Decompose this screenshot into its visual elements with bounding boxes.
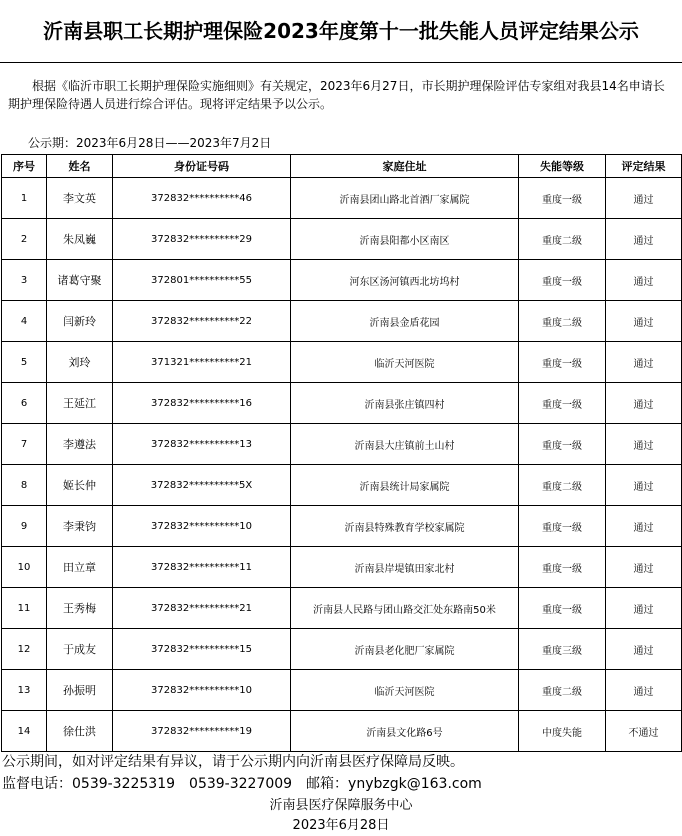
cell-name: 于成友 [47, 629, 113, 670]
cell-index: 3 [2, 260, 47, 301]
cell-result: 通过 [606, 506, 682, 547]
cell-name: 李文英 [47, 178, 113, 219]
cell-id-number: 372832**********21 [113, 588, 291, 629]
cell-address: 沂南县特殊教育学校家属院 [291, 506, 519, 547]
cell-index: 10 [2, 547, 47, 588]
table-row [2, 670, 682, 711]
cell-index: 12 [2, 629, 47, 670]
header-disability-level: 失能等级 [519, 155, 606, 178]
cell-id-number: 372832**********11 [113, 547, 291, 588]
table-row [2, 260, 682, 301]
cell-name: 李遵法 [47, 424, 113, 465]
cell-result: 通过 [606, 342, 682, 383]
cell-result: 通过 [606, 424, 682, 465]
cell-name: 闫新玲 [47, 301, 113, 342]
page-title: 沂南县职工长期护理保险2023年度第十一批失能人员评定结果公示 [43, 19, 639, 43]
cell-result: 通过 [606, 383, 682, 424]
table-row [2, 506, 682, 547]
table-row [2, 424, 682, 465]
header-index: 序号 [2, 155, 47, 178]
cell-index: 9 [2, 506, 47, 547]
cell-id-number: 372832**********29 [113, 219, 291, 260]
cell-result: 不通过 [606, 711, 682, 752]
table-row [2, 301, 682, 342]
cell-result: 通过 [606, 465, 682, 506]
cell-result: 通过 [606, 301, 682, 342]
cell-name: 姬长仲 [47, 465, 113, 506]
cell-address: 沂南县团山路北首酒厂家属院 [291, 178, 519, 219]
cell-id-number: 372801**********55 [113, 260, 291, 301]
cell-disability-level: 中度失能 [519, 711, 606, 752]
cell-name: 王延江 [47, 383, 113, 424]
results-table [1, 154, 682, 752]
table-body [2, 178, 682, 752]
cell-address: 沂南县金盾花园 [291, 301, 519, 342]
cell-name: 徐仕洪 [47, 711, 113, 752]
cell-name: 诸葛守聚 [47, 260, 113, 301]
cell-name: 王秀梅 [47, 588, 113, 629]
cell-id-number: 372832**********16 [113, 383, 291, 424]
cell-name: 田立章 [47, 547, 113, 588]
cell-result: 通过 [606, 178, 682, 219]
cell-address: 临沂天河医院 [291, 342, 519, 383]
table-row [2, 342, 682, 383]
objection-notice: 公示期间，如对评定结果有异议，请于公示期内向沂南县医疗保障局反映。 [2, 754, 464, 770]
table-row [2, 547, 682, 588]
cell-address: 沂南县统计局家属院 [291, 465, 519, 506]
cell-name: 刘玲 [47, 342, 113, 383]
cell-result: 通过 [606, 670, 682, 711]
issuing-organization: 沂南县医疗保障服务中心 [269, 798, 413, 813]
cell-index: 7 [2, 424, 47, 465]
cell-id-number: 372832**********19 [113, 711, 291, 752]
cell-disability-level: 重度一级 [519, 506, 606, 547]
cell-address: 沂南县阳都小区南区 [291, 219, 519, 260]
header-name: 姓名 [47, 155, 113, 178]
contact-info: 监督电话：0539-3225319 0539-3227009 邮箱：ynybzgk@163.com [2, 776, 482, 792]
cell-address: 临沂天河医院 [291, 670, 519, 711]
cell-disability-level: 重度二级 [519, 670, 606, 711]
cell-disability-level: 重度三级 [519, 629, 606, 670]
cell-name: 孙振明 [47, 670, 113, 711]
issue-date: 2023年6月28日 [292, 818, 390, 833]
cell-disability-level: 重度一级 [519, 424, 606, 465]
cell-result: 通过 [606, 588, 682, 629]
cell-address: 沂南县人民路与团山路交汇处东路南50米 [291, 588, 519, 629]
cell-disability-level: 重度二级 [519, 219, 606, 260]
cell-id-number: 372832**********10 [113, 670, 291, 711]
cell-disability-level: 重度一级 [519, 260, 606, 301]
cell-index: 14 [2, 711, 47, 752]
cell-id-number: 372832**********10 [113, 506, 291, 547]
table-header-row [2, 155, 682, 178]
table-row [2, 383, 682, 424]
cell-disability-level: 重度一级 [519, 588, 606, 629]
cell-address: 沂南县张庄镇四村 [291, 383, 519, 424]
cell-result: 通过 [606, 219, 682, 260]
cell-address: 沂南县岸堤镇田家北村 [291, 547, 519, 588]
cell-index: 1 [2, 178, 47, 219]
cell-disability-level: 重度一级 [519, 178, 606, 219]
table-row [2, 588, 682, 629]
cell-address: 河东区汤河镇西北坊坞村 [291, 260, 519, 301]
cell-index: 4 [2, 301, 47, 342]
cell-index: 6 [2, 383, 47, 424]
cell-id-number: 372832**********22 [113, 301, 291, 342]
cell-index: 2 [2, 219, 47, 260]
cell-id-number: 372832**********15 [113, 629, 291, 670]
header-result: 评定结果 [606, 155, 682, 178]
cell-address: 沂南县老化肥厂家属院 [291, 629, 519, 670]
cell-index: 13 [2, 670, 47, 711]
cell-id-number: 371321**********21 [113, 342, 291, 383]
table-row [2, 711, 682, 752]
intro-paragraph: 根据《临沂市职工长期护理保险实施细则》有关规定，2023年6月27日，市长期护理保险评估专家组对我县14名申请长期护理保险待遇人员进行综合评估。现将评定结果予以公示。 [0, 62, 682, 132]
cell-id-number: 372832**********5X [113, 465, 291, 506]
cell-disability-level: 重度一级 [519, 547, 606, 588]
publicity-period: 公示期：2023年6月28日——2023年7月2日 [28, 136, 272, 150]
cell-id-number: 372832**********13 [113, 424, 291, 465]
cell-disability-level: 重度二级 [519, 465, 606, 506]
cell-result: 通过 [606, 260, 682, 301]
cell-address: 沂南县文化路6号 [291, 711, 519, 752]
cell-result: 通过 [606, 547, 682, 588]
cell-index: 11 [2, 588, 47, 629]
header-id-number: 身份证号码 [113, 155, 291, 178]
table-row [2, 219, 682, 260]
cell-index: 5 [2, 342, 47, 383]
cell-disability-level: 重度一级 [519, 383, 606, 424]
cell-disability-level: 重度二级 [519, 301, 606, 342]
header-address: 家庭住址 [291, 155, 519, 178]
table-row [2, 629, 682, 670]
table-row [2, 465, 682, 506]
cell-address: 沂南县大庄镇前土山村 [291, 424, 519, 465]
cell-name: 朱凤巍 [47, 219, 113, 260]
cell-name: 李秉钧 [47, 506, 113, 547]
cell-disability-level: 重度一级 [519, 342, 606, 383]
cell-id-number: 372832**********46 [113, 178, 291, 219]
cell-result: 通过 [606, 629, 682, 670]
table-row [2, 178, 682, 219]
cell-index: 8 [2, 465, 47, 506]
